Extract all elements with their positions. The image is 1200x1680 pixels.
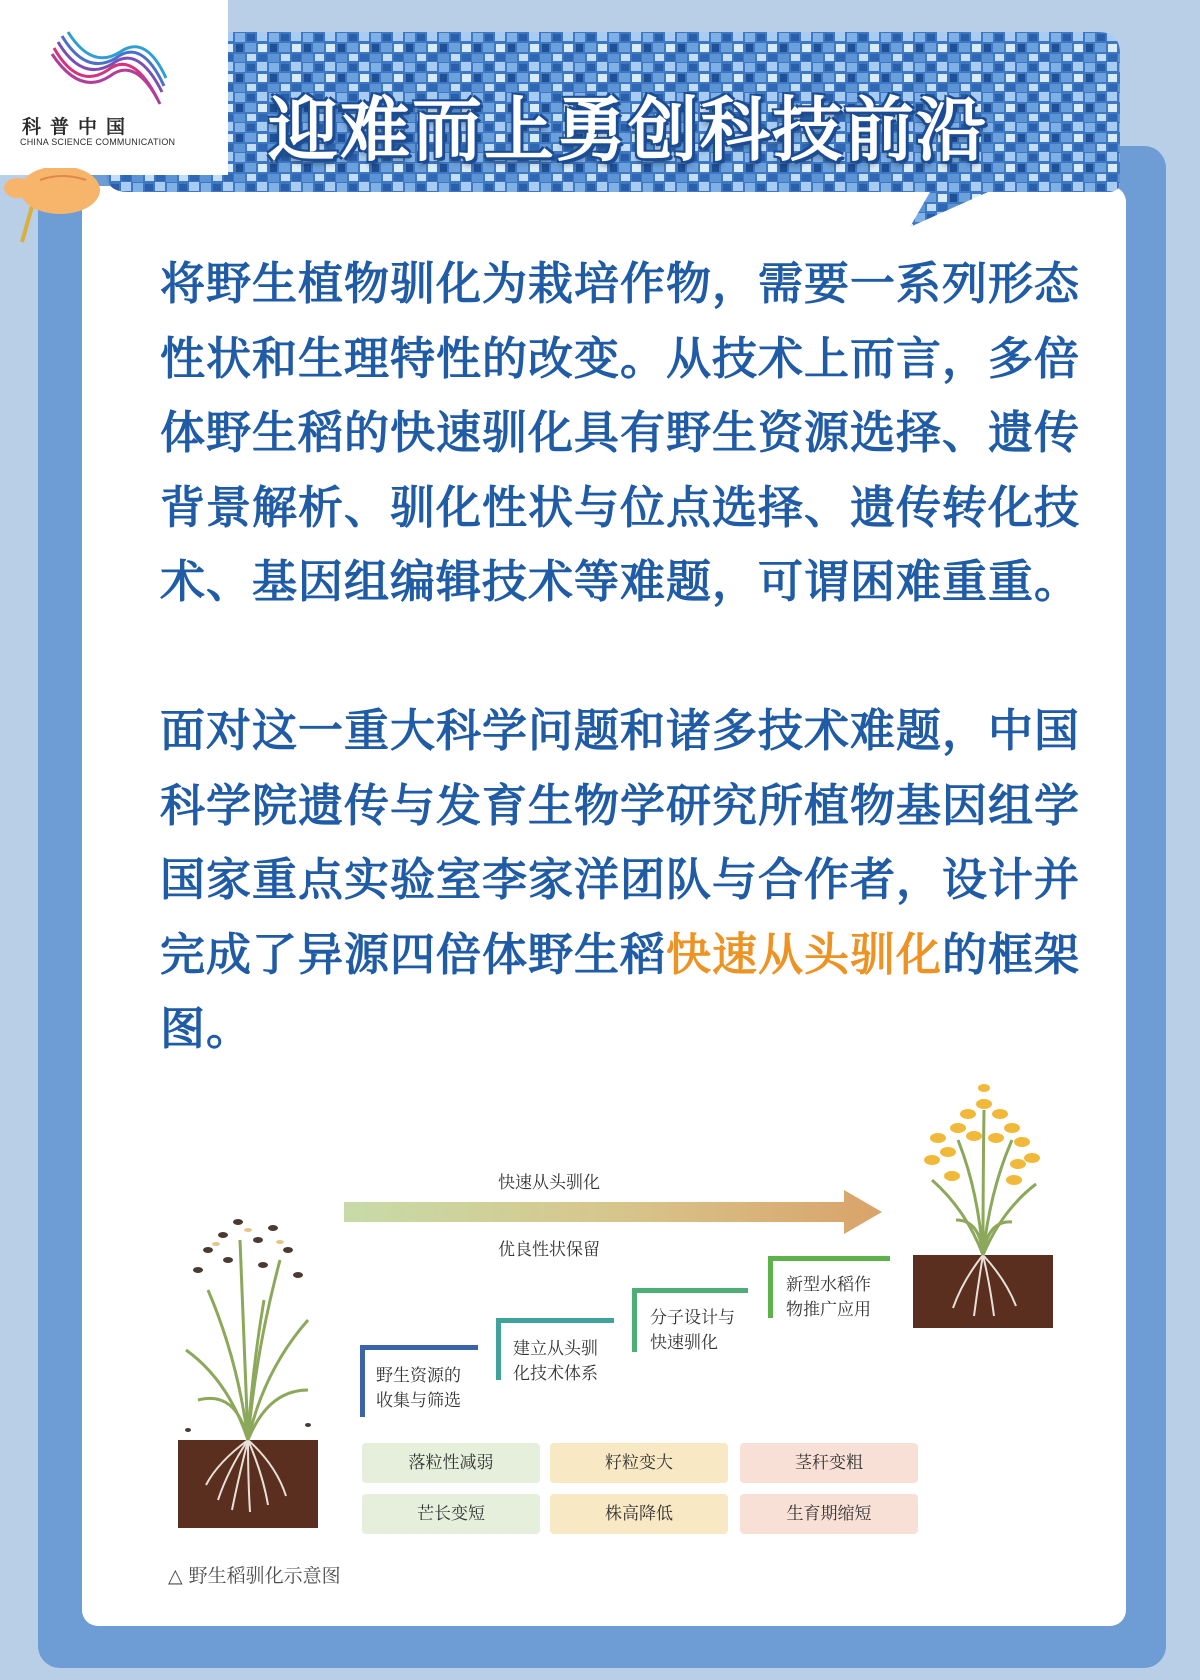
science-logo-wave-icon: [48, 30, 168, 110]
logo-chinese-name: 科普中国: [22, 116, 135, 138]
trait-box: 茎秆变粗: [740, 1443, 918, 1483]
figure-caption: △ 野生稻驯化示意图: [168, 1565, 341, 1587]
pointing-hand-icon: [0, 168, 110, 248]
cultivated-rice-plant-icon: [908, 1080, 1058, 1330]
step-4-label: [786, 1273, 871, 1323]
banner-title: 迎难而上勇创科技前沿: [268, 89, 988, 171]
step-3-label: [650, 1306, 735, 1356]
step-1-side-bar: [360, 1345, 365, 1417]
step-4-top-bar: [768, 1256, 890, 1261]
logo-english-name: CHINA SCIENCE COMMUNICATION: [20, 137, 176, 147]
step-2-line-2: 化技术体系: [513, 1364, 598, 1384]
arrow-bottom-label: 优良性状保留: [498, 1240, 600, 1260]
step-2-label: [513, 1337, 598, 1387]
step-2-side-bar: [496, 1318, 501, 1380]
step-1-line-2: 收集与筛选: [376, 1391, 461, 1411]
step-3-top-bar: [632, 1288, 748, 1293]
trait-box: 株高降低: [550, 1494, 728, 1534]
step-1-label: [376, 1364, 461, 1414]
step-4-line-2: 物推广应用: [786, 1300, 871, 1320]
right-arrow-icon: [344, 1190, 884, 1234]
paragraph-2-text: 面对这一重大科学问题和诸多技术难题，中国科学院遗传与发育生物学研究所植物基因组学国家重点实验室李家洋团队与合作者，设计并完成了异源四倍体野生稻: [160, 704, 1081, 981]
trait-box: 籽粒变大: [550, 1443, 728, 1483]
step-4-side-bar: [768, 1256, 773, 1318]
step-3-line-2: 快速驯化: [650, 1333, 718, 1353]
step-1-line-1: 野生资源的: [376, 1366, 461, 1386]
step-3-line-1: 分子设计与: [650, 1308, 735, 1328]
step-2-top-bar: [496, 1318, 614, 1323]
step-3-side-bar: [632, 1288, 637, 1352]
step-4-line-1: 新型水稻作: [786, 1275, 871, 1295]
article-paragraph-2: [160, 694, 1090, 1067]
step-2-line-1: 建立从头驯: [513, 1339, 598, 1359]
article-paragraph-1: 将野生植物驯化为栽培作物，需要一系列形态性状和生理特性的改变。从技术上而言，多倍体野生稻的快速驯化具有野生资源选择、遗传背景解析、驯化性状与位点选择、遗传转化技术、基因组编辑技术等难题，可谓困难重重。: [160, 257, 1081, 608]
wild-rice-plant-icon: [168, 1200, 328, 1530]
highlight-text: 快速从头驯化: [666, 927, 943, 981]
trait-box: 生育期缩短: [740, 1494, 918, 1534]
trait-box: 芒长变短: [362, 1494, 540, 1534]
paragraph-2-ending: 的框架图。: [160, 927, 1081, 1055]
trait-box: 落粒性减弱: [362, 1443, 540, 1483]
step-1-top-bar: [360, 1345, 478, 1350]
arrow-top-label: 快速从头驯化: [498, 1173, 600, 1193]
